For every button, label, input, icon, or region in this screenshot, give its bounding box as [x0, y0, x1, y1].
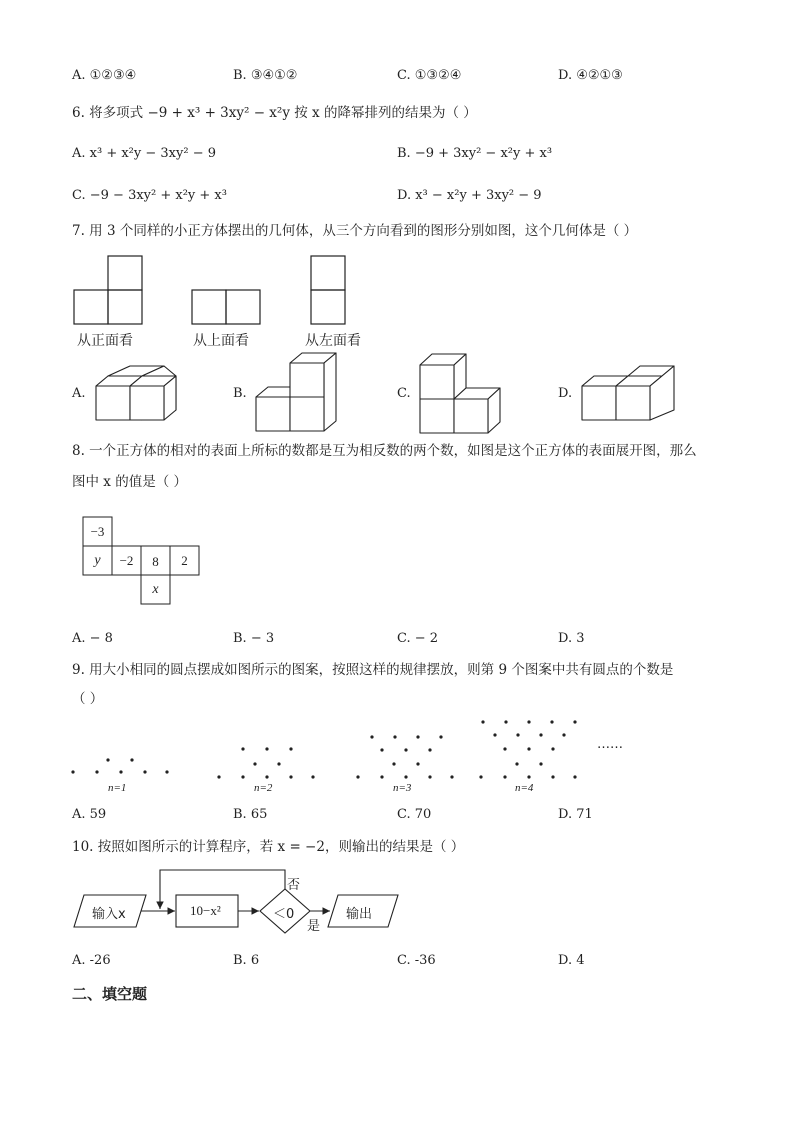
q7-option-b: B.: [233, 386, 247, 401]
q7-view-label-top: 从上面看: [193, 333, 249, 349]
q6-option-d: D. x³ − x²y + 3xy² − 9: [397, 188, 542, 203]
q10-option-b: B. 6: [233, 953, 260, 968]
q10-stem: 10. 按照如图所示的计算程序，若 x = −2，则输出的结果是（ ）: [72, 839, 465, 855]
q10-option-a: A. -26: [72, 953, 111, 968]
flow-condition-label: ＜0: [273, 907, 295, 922]
q9-option-a: A. 59: [72, 807, 107, 822]
net-cell-y: y: [94, 553, 101, 568]
net-cell-8: 8: [152, 554, 159, 569]
q8-option-c: C. − 2: [397, 631, 439, 646]
q8-option-a: A. − 8: [72, 631, 113, 646]
q6-option-a: A. x³ + x²y − 3xy² − 9: [72, 146, 216, 161]
q6-option-b: B. −9 + 3xy² − x²y + x³: [397, 146, 553, 161]
flow-yes-label: 是: [307, 919, 321, 934]
q6-stem: 6. 将多项式 −9 + x³ + 3xy² − x²y 按 x 的降幂排列的结果为（ ）: [72, 105, 477, 121]
pattern-label-n4: n=4: [515, 782, 534, 794]
net-cell-neg2: −2: [119, 553, 134, 568]
q9-option-d: D. 71: [558, 807, 593, 822]
pattern-label-n2: n=2: [254, 782, 273, 794]
q5-option-c: C. ①③②④: [397, 68, 462, 83]
q7-view-label-front: 从正面看: [77, 333, 133, 349]
q9-option-b: B. 65: [233, 807, 268, 822]
net-cell-2: 2: [181, 553, 188, 568]
q10-option-c: C. -36: [397, 953, 436, 968]
q8-option-d: D. 3: [558, 631, 585, 646]
q7-stem: 7. 用 3 个同样的小正方体摆出的几何体，从三个方向看到的图形分别如图，这个几何体是（ ）: [72, 223, 638, 239]
pattern-label-n1: n=1: [108, 782, 127, 794]
q7-view-label-left: 从左面看: [305, 333, 361, 349]
pattern-ellipsis: ……: [597, 737, 623, 752]
q9-option-c: C. 70: [397, 807, 432, 822]
q7-option-a: A.: [72, 386, 86, 401]
q10-option-d: D. 4: [558, 953, 585, 968]
section-title-fill-blank: 二、填空题: [72, 985, 148, 1003]
q7-option-c: C.: [397, 386, 411, 401]
net-cell-top: −3: [90, 524, 105, 539]
q8-stem-line2: 图中 x 的值是（ ）: [72, 474, 187, 490]
net-cell-x: x: [152, 582, 159, 597]
q5-option-d: D. ④②①③: [558, 68, 623, 83]
flow-compute-label: 10−x²: [190, 903, 221, 918]
pattern-label-n3: n=3: [393, 782, 412, 794]
flow-input-label: 输入x: [92, 907, 126, 922]
q7-option-d: D.: [558, 386, 573, 401]
q6-option-c: C. −9 − 3xy² + x²y + x³: [72, 188, 227, 203]
q8-option-b: B. − 3: [233, 631, 275, 646]
flow-output-label: 输出: [346, 907, 373, 922]
q9-stem-line1: 9. 用大小相同的圆点摆成如图所示的图案，按照这样的规律摆放，则第 9 个图案中共有圆点的个数是: [72, 662, 674, 678]
q8-stem-line1: 8. 一个正方体的相对的表面上所标的数都是互为相反数的两个数，如图是这个正方体的表面展开图，那么: [72, 443, 697, 459]
q5-option-a: A. ①②③④: [72, 68, 137, 83]
q5-option-b: B. ③④①②: [233, 68, 298, 83]
q9-stem-line2: （ ）: [72, 691, 104, 707]
flow-no-label: 否: [287, 878, 301, 893]
